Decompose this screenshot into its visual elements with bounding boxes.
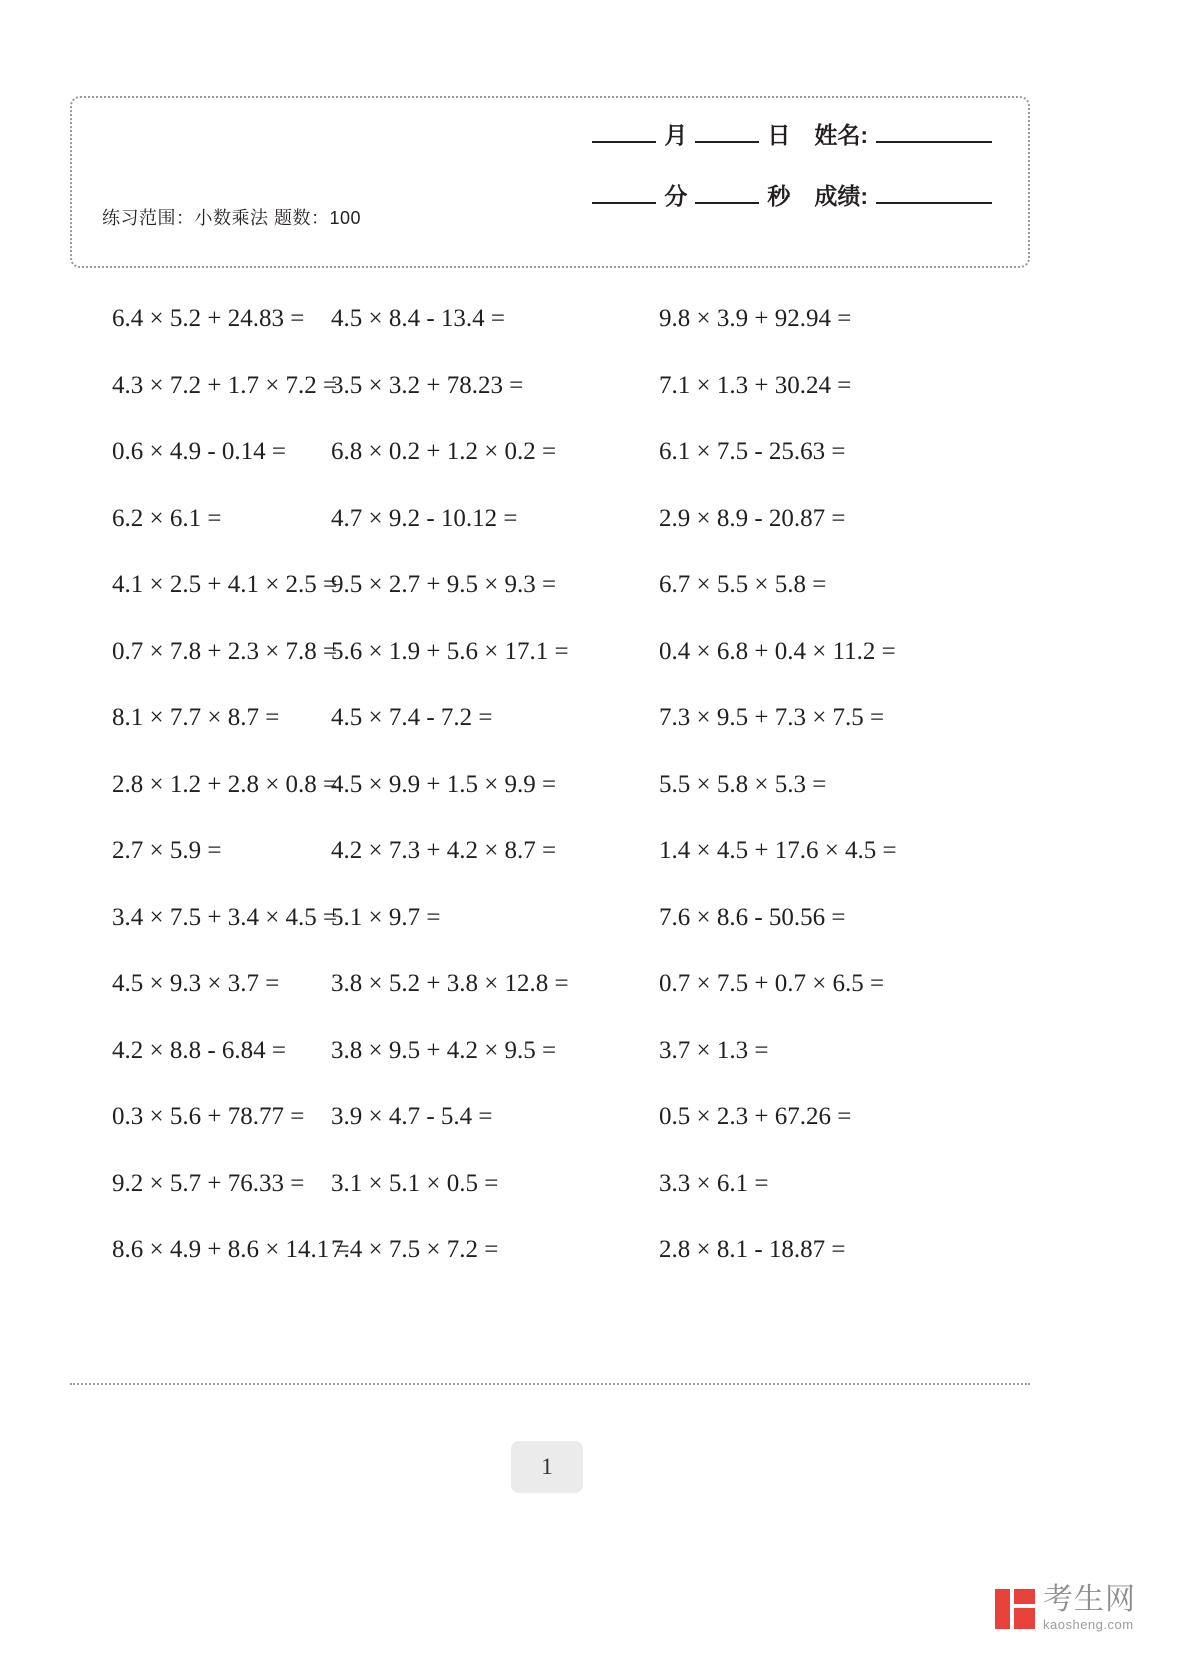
problem-cell[interactable]: 3.3 × 6.1 = — [659, 1169, 769, 1197]
problem-cell[interactable]: 4.1 × 2.5 + 4.1 × 2.5 = — [112, 571, 338, 599]
problem-cell[interactable]: 8.6 × 4.9 + 8.6 × 14.1 = — [112, 1236, 350, 1264]
second-blank[interactable] — [695, 186, 759, 204]
problem-cell[interactable]: 0.7 × 7.8 + 2.3 × 7.8 = — [112, 637, 338, 665]
practice-range-label: 练习范围：小数乘法 题数：100 — [102, 208, 362, 228]
problem-cell[interactable]: 5.1 × 9.7 = — [331, 903, 441, 931]
watermark-text: 考生网 — [1043, 1583, 1136, 1616]
problem-cell[interactable]: 6.7 × 5.5 × 5.8 = — [659, 571, 827, 599]
problem-row — [0, 419, 1178, 486]
problem-cell[interactable]: 3.7 × 1.3 = — [659, 1036, 769, 1064]
day-blank[interactable] — [695, 125, 759, 143]
problem-row — [0, 685, 1178, 752]
problem-cell[interactable]: 7.3 × 9.5 + 7.3 × 7.5 = — [659, 704, 885, 732]
problem-cell[interactable]: 5.6 × 1.9 + 5.6 × 17.1 = — [331, 637, 569, 665]
problem-cell[interactable]: 4.7 × 9.2 - 10.12 = — [331, 504, 518, 532]
problem-cell[interactable]: 4.5 × 7.4 - 7.2 = — [331, 704, 493, 732]
problem-cell[interactable]: 2.8 × 8.1 - 18.87 = — [659, 1236, 846, 1264]
page-number: 1 — [511, 1441, 583, 1493]
problem-cell[interactable]: 4.2 × 8.8 - 6.84 = — [112, 1036, 287, 1064]
problem-cell[interactable]: 0.4 × 6.8 + 0.4 × 11.2 = — [659, 637, 896, 665]
month-label: 月 — [664, 122, 688, 148]
problem-cell[interactable]: 3.8 × 9.5 + 4.2 × 9.5 = — [331, 1036, 557, 1064]
minute-label: 分 — [664, 183, 688, 209]
kaosheng-logo-icon — [995, 1589, 1035, 1629]
score-label: 成绩: — [814, 183, 868, 209]
problem-row — [0, 752, 1178, 819]
watermark-sub: kaosheng.com — [1043, 1617, 1134, 1632]
problem-row — [0, 486, 1178, 553]
problem-cell[interactable]: 3.9 × 4.7 - 5.4 = — [331, 1103, 493, 1131]
problem-row — [0, 818, 1178, 885]
problem-cell[interactable]: 3.4 × 7.5 + 3.4 × 4.5 = — [112, 903, 338, 931]
problem-row — [0, 885, 1178, 952]
problem-cell[interactable]: 2.8 × 1.2 + 2.8 × 0.8 = — [112, 770, 338, 798]
problem-cell[interactable]: 7.4 × 7.5 × 7.2 = — [331, 1236, 499, 1264]
minute-blank[interactable] — [592, 186, 656, 204]
footer-divider — [70, 1383, 1030, 1385]
problem-cell[interactable]: 2.7 × 5.9 = — [112, 837, 222, 865]
problem-cell[interactable]: 6.1 × 7.5 - 25.63 = — [659, 438, 846, 466]
problem-cell[interactable]: 7.1 × 1.3 + 30.24 = — [659, 371, 852, 399]
problem-cell[interactable]: 6.8 × 0.2 + 1.2 × 0.2 = — [331, 438, 557, 466]
problem-row — [0, 1018, 1178, 1085]
problem-cell[interactable]: 4.2 × 7.3 + 4.2 × 8.7 = — [331, 837, 557, 865]
second-label: 秒 — [767, 183, 791, 209]
problem-cell[interactable]: 3.1 × 5.1 × 0.5 = — [331, 1169, 499, 1197]
problem-cell[interactable]: 4.5 × 8.4 - 13.4 = — [331, 305, 506, 333]
score-blank[interactable] — [876, 186, 992, 204]
name-blank[interactable] — [876, 125, 992, 143]
problem-row — [0, 353, 1178, 420]
problem-cell[interactable]: 0.7 × 7.5 + 0.7 × 6.5 = — [659, 970, 885, 998]
worksheet-header — [70, 96, 1030, 268]
problem-cell[interactable]: 6.2 × 6.1 = — [112, 504, 222, 532]
problem-cell[interactable]: 0.3 × 5.6 + 78.77 = — [112, 1103, 305, 1131]
problem-row — [0, 1084, 1178, 1151]
problem-cell[interactable]: 3.8 × 5.2 + 3.8 × 12.8 = — [331, 970, 569, 998]
problem-row — [0, 1151, 1178, 1218]
name-label: 姓名: — [814, 122, 868, 148]
problem-cell[interactable]: 8.1 × 7.7 × 8.7 = — [112, 704, 280, 732]
problem-row — [0, 619, 1178, 686]
problem-cell[interactable]: 1.4 × 4.5 + 17.6 × 4.5 = — [659, 837, 897, 865]
problem-cell[interactable]: 5.5 × 5.8 × 5.3 = — [659, 770, 827, 798]
problem-cell[interactable]: 2.9 × 8.9 - 20.87 = — [659, 504, 846, 532]
problem-cell[interactable]: 4.5 × 9.9 + 1.5 × 9.9 = — [331, 770, 557, 798]
problem-cell[interactable]: 7.6 × 8.6 - 50.56 = — [659, 903, 846, 931]
problem-cell[interactable]: 4.3 × 7.2 + 1.7 × 7.2 = — [112, 371, 338, 399]
problem-cell[interactable]: 3.5 × 3.2 + 78.23 = — [331, 371, 524, 399]
problem-cell[interactable]: 6.4 × 5.2 + 24.83 = — [112, 305, 305, 333]
day-label: 日 — [767, 122, 791, 148]
problem-cell[interactable]: 9.5 × 2.7 + 9.5 × 9.3 = — [331, 571, 557, 599]
problem-row — [0, 552, 1178, 619]
watermark — [995, 1585, 1136, 1632]
header-fields — [498, 124, 998, 208]
date-name-line — [498, 124, 998, 147]
problem-grid — [0, 286, 1178, 1284]
problem-row — [0, 286, 1178, 353]
problem-cell[interactable]: 0.6 × 4.9 - 0.14 = — [112, 438, 287, 466]
month-blank[interactable] — [592, 125, 656, 143]
problem-cell[interactable]: 9.2 × 5.7 + 76.33 = — [112, 1169, 305, 1197]
problem-cell[interactable]: 0.5 × 2.3 + 67.26 = — [659, 1103, 852, 1131]
problem-cell[interactable]: 4.5 × 9.3 × 3.7 = — [112, 970, 280, 998]
time-score-line — [498, 185, 998, 208]
problem-row — [0, 1217, 1178, 1284]
problem-row — [0, 951, 1178, 1018]
problem-cell[interactable]: 9.8 × 3.9 + 92.94 = — [659, 305, 852, 333]
